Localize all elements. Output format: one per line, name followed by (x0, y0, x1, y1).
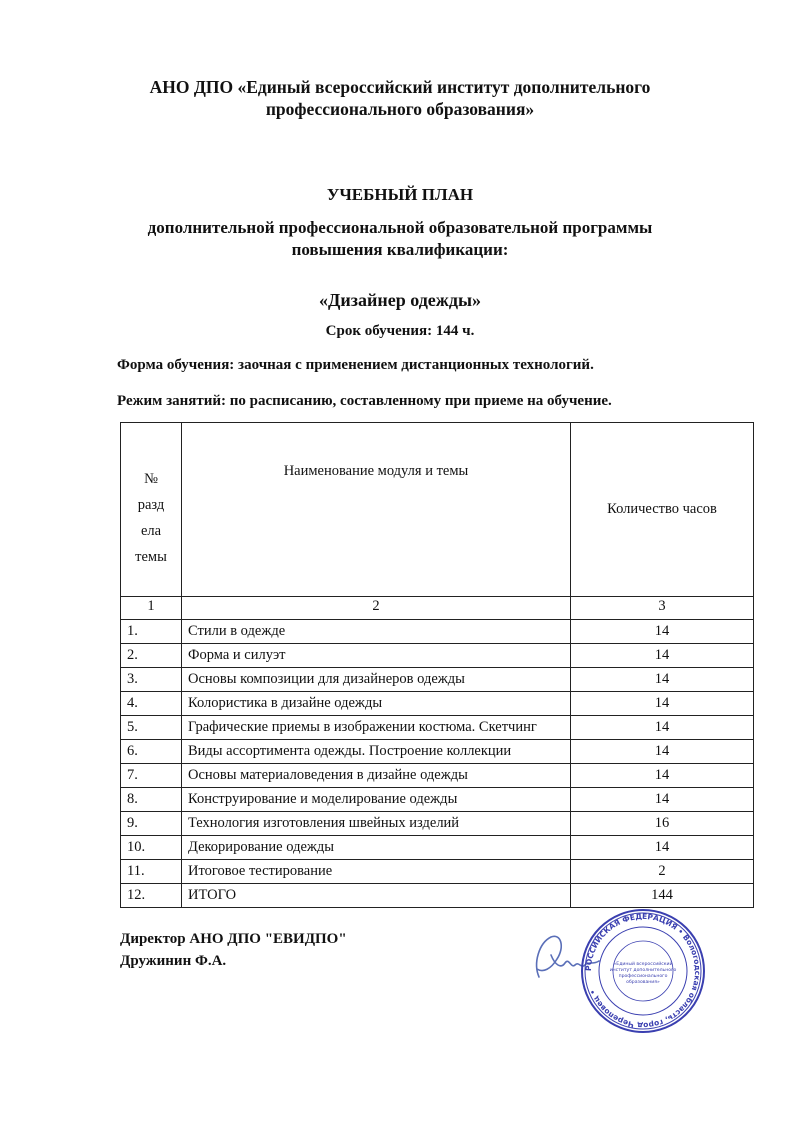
table-row (121, 812, 754, 836)
row-hours: 14 (571, 620, 754, 644)
row-hours: 144 (571, 884, 754, 908)
row-hours: 14 (571, 668, 754, 692)
table-row (121, 644, 754, 668)
row-topic: Основы материаловедения в дизайне одежды (182, 764, 571, 788)
organization-name (0, 76, 800, 120)
org-line-2: профессионального образования» (265, 99, 535, 119)
row-topic: Форма и силуэт (182, 644, 571, 668)
row-topic: Декорирование одежды (182, 836, 571, 860)
row-topic: Стили в одежде (182, 620, 571, 644)
row-hours: 16 (571, 812, 754, 836)
table-row (121, 740, 754, 764)
table-header-row (121, 423, 754, 597)
row-number: 12. (121, 884, 182, 908)
row-topic: Виды ассортимента одежды. Построение коллекции (182, 740, 571, 764)
program-subtitle (0, 217, 800, 261)
subtitle-line-2: повышения квалификации: (291, 240, 509, 259)
header-name: Наименование модуля и темы (182, 423, 571, 597)
row-number: 3. (121, 668, 182, 692)
table-row (121, 692, 754, 716)
signatory-block (120, 928, 347, 972)
column-number-row (121, 597, 754, 620)
svg-text:институт дополнительного: институт дополнительного (609, 968, 677, 973)
column-number: 2 (182, 597, 571, 620)
row-hours: 14 (571, 644, 754, 668)
duration: Срок обучения: 144 ч. (325, 323, 475, 339)
table-row (121, 860, 754, 884)
row-hours: 14 (571, 692, 754, 716)
row-hours: 2 (571, 860, 754, 884)
table-row (121, 788, 754, 812)
header-hours: Количество часов (571, 423, 754, 597)
signatory-title: Директор АНО ДПО "ЕВИДПО" (120, 931, 347, 947)
subtitle-line-1: дополнительной профессиональной образовательной программы (147, 218, 653, 237)
svg-text:профессионального: профессионального (618, 974, 668, 979)
header-number (121, 423, 182, 597)
row-number: 10. (121, 836, 182, 860)
header-number-line: ела (140, 523, 162, 539)
row-number: 7. (121, 764, 182, 788)
row-hours: 14 (571, 788, 754, 812)
row-topic: Колористика в дизайне одежды (182, 692, 571, 716)
table-row (121, 836, 754, 860)
table-row (121, 884, 754, 908)
row-topic: Графические приемы в изображении костюма. Скетчинг (182, 716, 571, 740)
row-number: 1. (121, 620, 182, 644)
row-number: 9. (121, 812, 182, 836)
study-mode: Режим занятий: по расписанию, составленному при приеме на обучение. (117, 393, 612, 409)
table-row (121, 716, 754, 740)
table-row (121, 620, 754, 644)
svg-text:образования»: образования» (626, 980, 660, 985)
row-topic: ИТОГО (182, 884, 571, 908)
study-form: Форма обучения: заочная с применением дистанционных технологий. (117, 357, 594, 373)
row-number: 8. (121, 788, 182, 812)
org-line-1: АНО ДПО «Единый всероссийский институт дополнительного (149, 77, 651, 97)
row-number: 5. (121, 716, 182, 740)
table-row (121, 764, 754, 788)
column-number: 3 (571, 597, 754, 620)
row-number: 6. (121, 740, 182, 764)
svg-text:«Единый всероссийский: «Единый всероссийский (613, 962, 673, 967)
row-number: 11. (121, 860, 182, 884)
program-name: «Дизайнер одежды» (318, 290, 482, 310)
organization-seal (580, 908, 706, 1034)
svg-text:РОССИЙСКАЯ ФЕДЕРАЦИЯ • Вологод: РОССИЙСКАЯ ФЕДЕРАЦИЯ • Вологодская область, город Череповец • (583, 911, 703, 1031)
row-number: 2. (121, 644, 182, 668)
row-topic: Конструирование и моделирование одежды (182, 788, 571, 812)
row-hours: 14 (571, 764, 754, 788)
plan-title: УЧЕБНЫЙ ПЛАН (326, 185, 474, 204)
row-hours: 14 (571, 716, 754, 740)
curriculum-table (120, 422, 754, 908)
row-hours: 14 (571, 836, 754, 860)
table-row (121, 668, 754, 692)
header-number-line: темы (135, 549, 167, 565)
row-topic: Основы композиции для дизайнеров одежды (182, 668, 571, 692)
signatory-name: Дружинин Ф.А. (120, 953, 227, 969)
row-number: 4. (121, 692, 182, 716)
row-topic: Итоговое тестирование (182, 860, 571, 884)
column-number: 1 (121, 597, 182, 620)
row-topic: Технология изготовления швейных изделий (182, 812, 571, 836)
row-hours: 14 (571, 740, 754, 764)
header-number-line: № (144, 471, 158, 487)
header-number-line: разд (137, 497, 165, 513)
